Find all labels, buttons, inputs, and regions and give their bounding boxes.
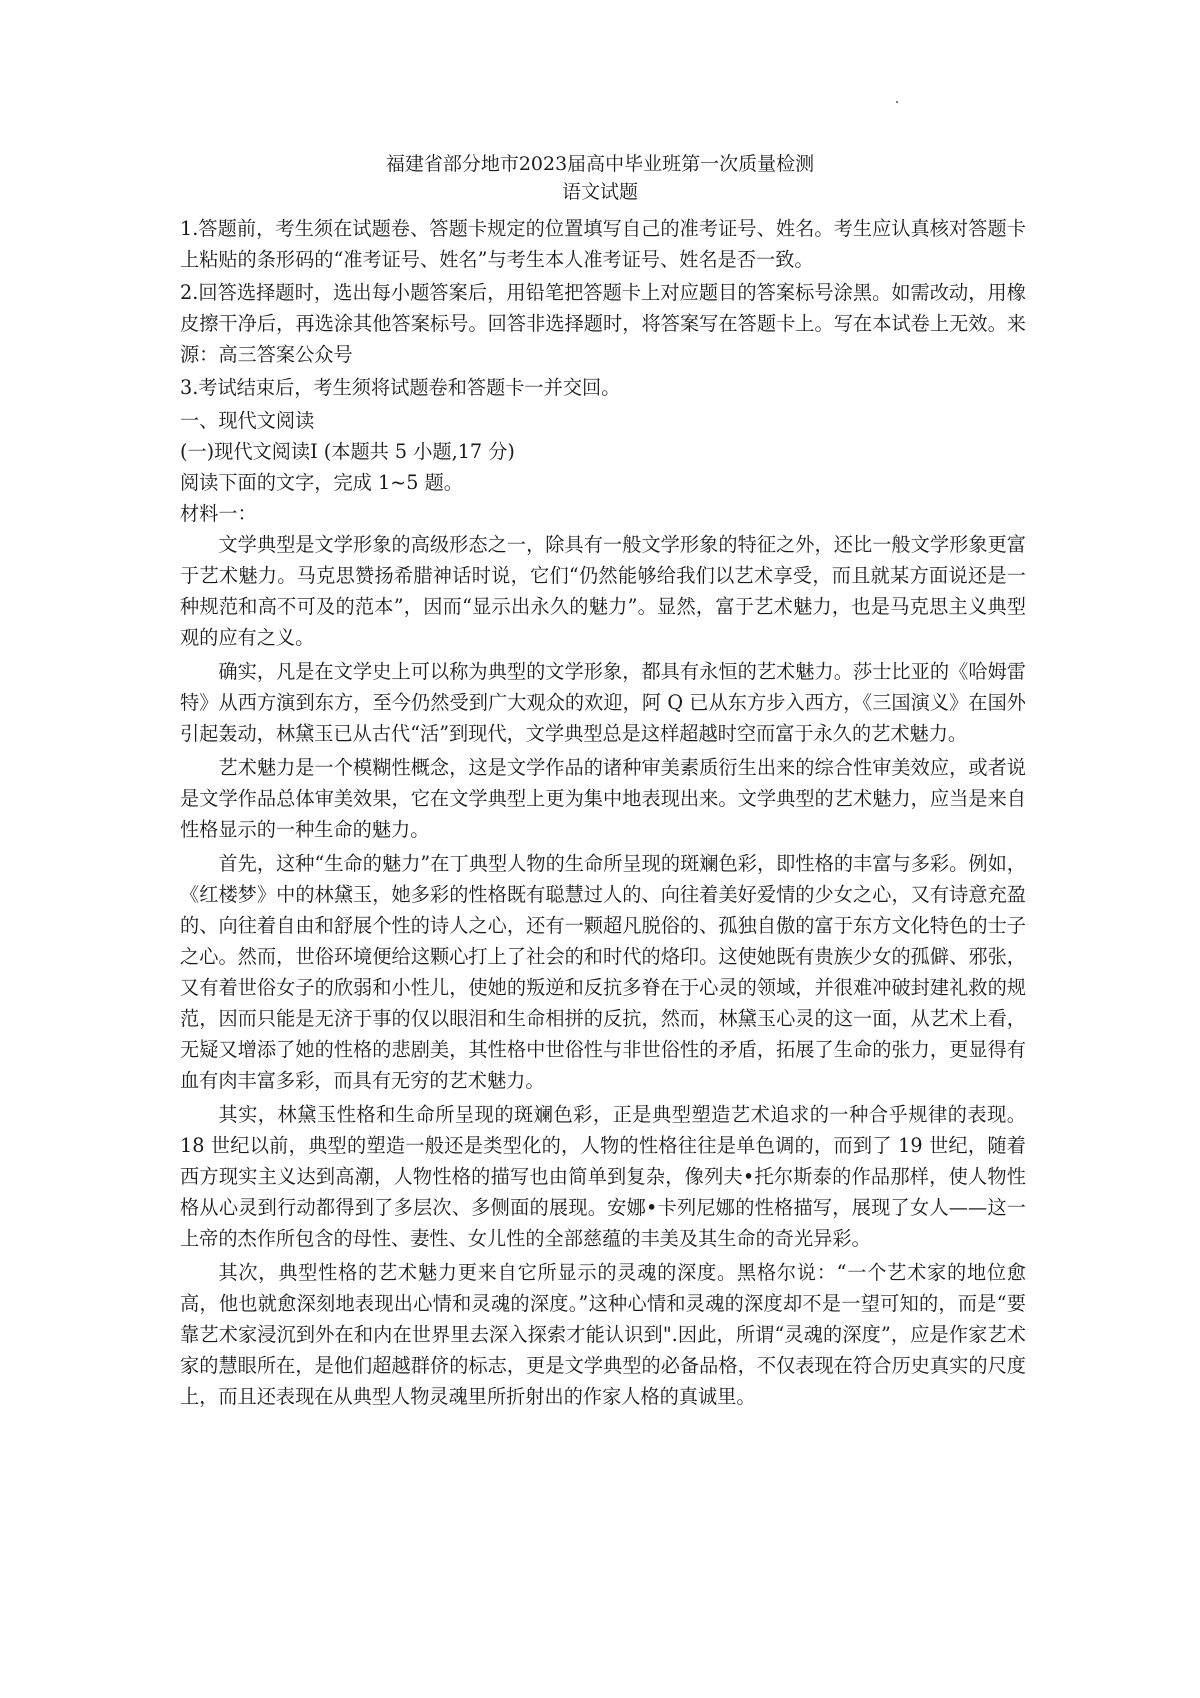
exam-content bbox=[180, 213, 1026, 1415]
paragraph-4: 首先，这种“生命的魅力”在丁典型人物的生命所呈现的斑斓色彩，即性格的丰富与多彩。例如，《红楼梦》中的林黛玉，她多彩的性格既有聪慧过人的、向往着美好爱情的少女之心，又有诗意充盈的、向往着自由和舒展个性的诗人之心，还有一颗超凡脱俗的、孤独自傲的富于东方文化特色的士子之心。然而，世俗环境便给这颗心打上了社会的和时代的烙印。这使她既有贵族少女的孤僻、邪张，又有着世俗女子的欣弱和小性儿，使她的叛逆和反抗多脊在于心灵的领域，并很难冲破封建礼救的规范，因而只能是无济于事的仅以眼泪和生命相拼的反抗，然而，林黛玉心灵的这一面，从艺术上看，无疑又增添了她的性格的悲剧美，其性格中世俗性与非世俗性的矛盾，拓展了生命的张力，更显得有血有肉丰富多彩，而具有无穷的艺术魅力。 bbox=[180, 852, 1026, 1092]
section-subheading: (一)现代文阅读Ⅰ (本题共 5 小题,17 分) bbox=[180, 440, 515, 463]
exam-title: 福建省部分地市2023届高中毕业班第一次质量检测 bbox=[385, 153, 815, 175]
paragraph-5: 其实，林黛玉性格和生命所呈现的斑斓色彩，正是典型塑造艺术追求的一种合乎规律的表现。18 世纪以前，典型的塑造一般还是类型化的，人物的性格往往是单色调的，而到了 19 世纪，随着西方现实主义达到高潮，人物性格的描写也由简单到复杂，像列夫•托尔斯泰的作品那样，使人物性格从心灵到行动都得到了多层次、多侧面的展现。安娜•卡列尼娜的性格描写，展现了女人——这一上帝的杰作所包含的母性、妻性、女儿性的全部慈蕴的丰美及其生命的奇光异彩。 bbox=[180, 1103, 1026, 1250]
paragraph-1: 文学典型是文学形象的高级形态之一，除具有一般文学形象的特征之外，还比一般文学形象更富于艺术魅力。马克思赞扬希腊神话时说，它们“仍然能够给我们以艺术享受，而且就某方面说还是一种规范和高不可及的范本”，因而“显示出永久的魅力”。显然，富于艺术魅力，也是马克思主义典型观的应有之义。 bbox=[180, 533, 1026, 649]
instruction-1: 1.答题前，考生须在试题卷、答题卡规定的位置填写自己的准考证号、姓名。考生应认真核对答题卡上粘贴的条形码的“准考证号、姓名”与考生本人准考证号、姓名是否一致。 bbox=[180, 217, 1026, 271]
paragraph-6: 其次，典型性格的艺术魅力更来自它所显示的灵魂的深度。黑格尔说：“一个艺术家的地位愈高，他也就愈深刻地表现出心情和灵魂的深度。”这种心情和灵魂的深度却不是一望可知的，而是“要靠艺术家浸沉到外在和内在世界里去深入探索才能认识到".因此，所谓“灵魂的深度”，应是作家艺术家的慧眼所在，是他们超越群侪的标志，更是文学典型的必备品格，不仅表现在符合历史真实的尺度上，而且还表现在从典型人物灵魂里所折射出的作家人格的真诚里。 bbox=[180, 1261, 1026, 1408]
reading-prompt: 阅读下面的文字，完成 1~5 题。 bbox=[180, 471, 463, 494]
section-heading: 一、现代文阅读 bbox=[180, 409, 315, 432]
scan-dot bbox=[896, 101, 898, 103]
material-label: 材料一： bbox=[180, 502, 257, 525]
paragraph-2: 确实，凡是在文学史上可以称为典型的文学形象，都具有永恒的艺术魅力。莎士比亚的《哈姆雷特》从西方演到东方，至今仍然受到广大观众的欢迎，阿 Q 已从东方步入西方，《三国演义》在国外引起轰动，林黛玉已从古代“活”到现代，文学典型总是这样超越时空而富于永久的艺术魅力。 bbox=[180, 660, 1026, 745]
paragraph-3: 艺术魅力是一个模糊性概念，这是文学作品的诸种审美素质衍生出来的综合性审美效应，或者说是文学作品总体审美效果，它在文学典型上更为集中地表现出来。文学典型的艺术魅力，应当是来自性格显示的一种生命的魅力。 bbox=[180, 756, 1026, 841]
instruction-3: 3.考试结束后，考生须将试题卷和答题卡一并交回。 bbox=[180, 376, 621, 399]
instruction-2: 2.回答选择题时，选出每小题答案后，用铅笔把答题卡上对应题目的答案标号涂黑。如需改动，用橡皮擦干净后，再选涂其他答案标号。回答非选择题时，将答案写在答题卡上。写在本试卷上无效。来源：高三答案公众号 bbox=[180, 281, 1026, 366]
exam-subtitle: 语文试题 bbox=[561, 181, 638, 203]
title-block bbox=[0, 150, 1200, 206]
